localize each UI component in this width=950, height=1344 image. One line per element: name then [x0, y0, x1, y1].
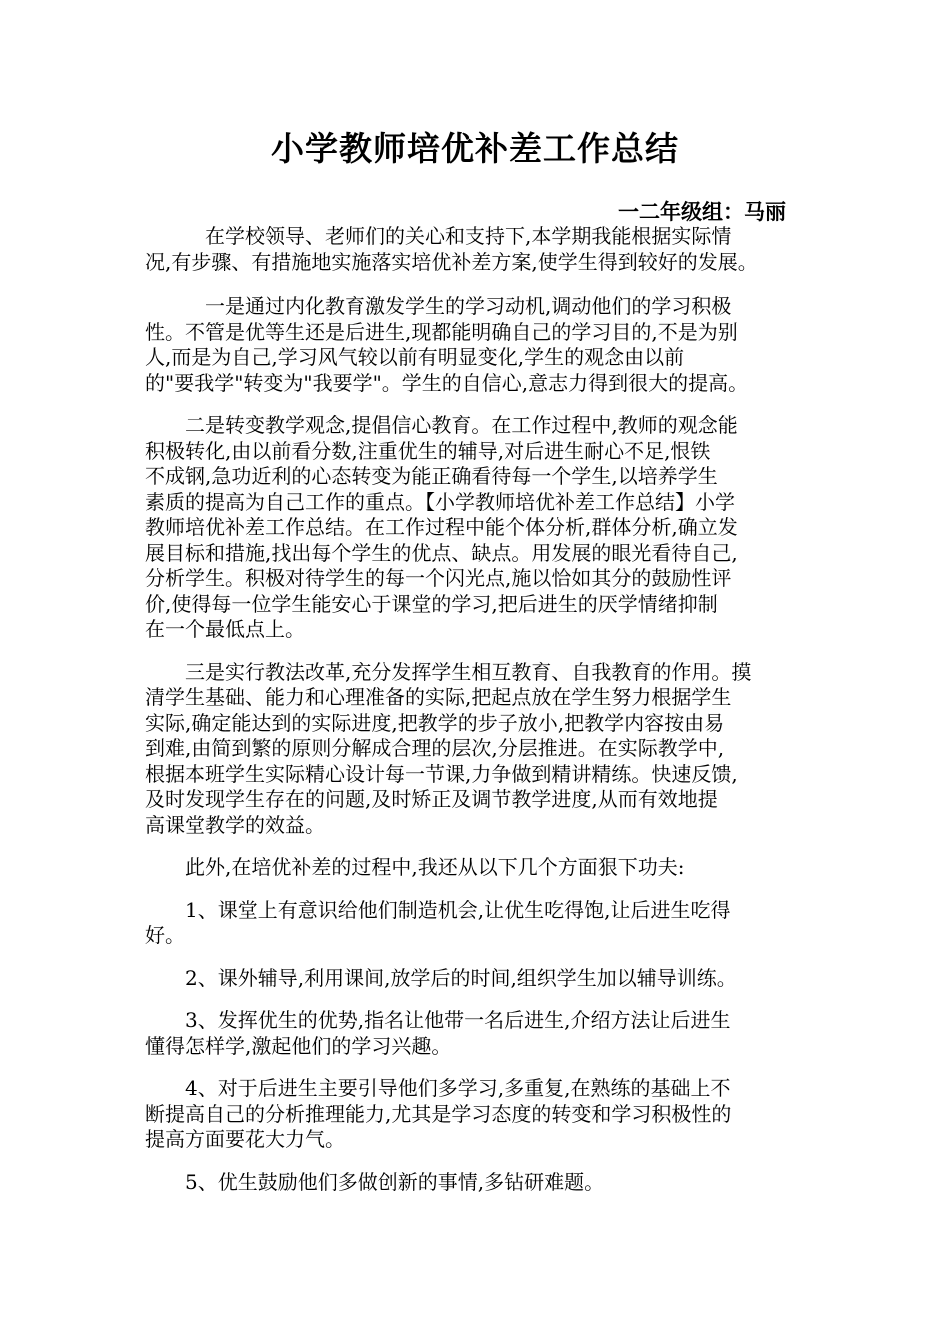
body-paragraph	[145, 855, 815, 881]
body-paragraph	[145, 413, 815, 643]
paragraph-line: 到难,由简到繁的原则分解成合理的层次,分层推进。在实际教学中,	[145, 736, 725, 760]
paragraph-line: 价,使得每一位学生能安心于课堂的学习,把后进生的厌学情绪抑制	[145, 591, 718, 616]
paragraph-line: 清学生基础、能力和心理准备的实际,把起点放在学生努力根据学生	[145, 685, 732, 709]
paragraph-line: 4、对于后进生主要引导他们多学习,多重复,在熟练的基础上不	[185, 1076, 731, 1100]
paragraph-line: 根据本班学生实际精心设计每一节课,力争做到精讲精练。快速反馈,	[145, 761, 738, 786]
paragraph-line: 不成钢,急功近利的心态转变为能正确看待每一个学生,以培养学生	[145, 464, 718, 488]
document-body	[145, 224, 815, 1212]
paragraph-line: 断提高自己的分析推理能力,尤其是学习态度的转变和学习积极性的	[145, 1101, 732, 1126]
paragraph-line: 高课堂教学的效益。	[145, 812, 325, 837]
paragraph-line: 1、课堂上有意识给他们制造机会,让优生吃得饱,让后进生吃得	[185, 897, 731, 922]
paragraph-line: 人,而是为自己,学习风气较以前有明显变化,学生的观念由以前	[145, 345, 685, 369]
paragraph-line: 2、课外辅导,利用课间,放学后的时间,组织学生加以辅导训练。	[185, 965, 737, 990]
paragraph-line: 5、优生鼓励他们多做创新的事情,多钻研难题。	[185, 1169, 605, 1194]
body-paragraph	[145, 660, 815, 839]
paragraph-line: 一是通过内化教育激发学生的学习动机,调动他们的学习积极	[205, 294, 732, 318]
body-paragraph	[145, 966, 815, 992]
body-paragraph	[145, 898, 815, 949]
paragraph-line: 分析学生。积极对待学生的每一个闪光点,施以恰如其分的鼓励性评	[145, 566, 732, 590]
paragraph-line: 懂得怎样学,激起他们的学习兴趣。	[145, 1033, 452, 1058]
paragraph-line: 展目标和措施,找出每个学生的优点、缺点。用发展的眼光看待自己,	[145, 540, 738, 565]
paragraph-line: 教师培优补差工作总结。在工作过程中能个体分析,群体分析,确立发	[145, 515, 738, 539]
body-paragraph	[145, 1076, 815, 1153]
body-paragraph	[145, 1170, 815, 1196]
paragraph-line: 提高方面要花大力气。	[145, 1127, 345, 1151]
paragraph-line: 好。	[145, 923, 185, 947]
body-paragraph	[145, 1008, 815, 1059]
paragraph-line: 及时发现学生存在的问题,及时矫正及调节教学进度,从而有效地提	[145, 787, 718, 811]
paragraph-line: 在一个最低点上。	[145, 617, 305, 641]
paragraph-line: 实际,确定能达到的实际进度,把教学的步子放小,把教学内容按由易	[145, 710, 725, 735]
paragraph-line: 素质的提高为自己工作的重点。【小学教师培优补差工作总结】小学	[145, 489, 735, 514]
page-title: 小学教师培优补差工作总结	[271, 129, 679, 168]
paragraph-line: 在学校领导、老师们的关心和支持下,本学期我能根据实际情	[205, 224, 732, 248]
paragraph-line: 此外,在培优补差的过程中,我还从以下几个方面狠下功夫:	[185, 855, 685, 879]
paragraph-line: 性。不管是优等生还是后进生,现都能明确自己的学习目的,不是为别	[145, 319, 738, 344]
paragraph-line: 的"要我学"转变为"我要学"。学生的自信心,意志力得到很大的提高。	[145, 370, 749, 395]
body-paragraph	[145, 224, 815, 275]
paragraph-line: 况,有步骤、有措施地实施落实培优补差方案,使学生得到较好的发展。	[145, 249, 758, 274]
paragraph-line: 3、发挥优生的优势,指名让他带一名后进生,介绍方法让后进生	[185, 1008, 731, 1032]
author-line: 一二年级组：马丽	[618, 199, 786, 224]
paragraph-line: 积极转化,由以前看分数,注重优生的辅导,对后进生耐心不足,恨铁	[145, 438, 711, 463]
body-paragraph	[145, 294, 815, 396]
paragraph-line: 二是转变教学观念,提倡信心教育。在工作过程中,教师的观念能	[185, 413, 738, 437]
paragraph-line: 三是实行教法改革,充分发挥学生相互教育、自我教育的作用。摸	[185, 659, 752, 684]
